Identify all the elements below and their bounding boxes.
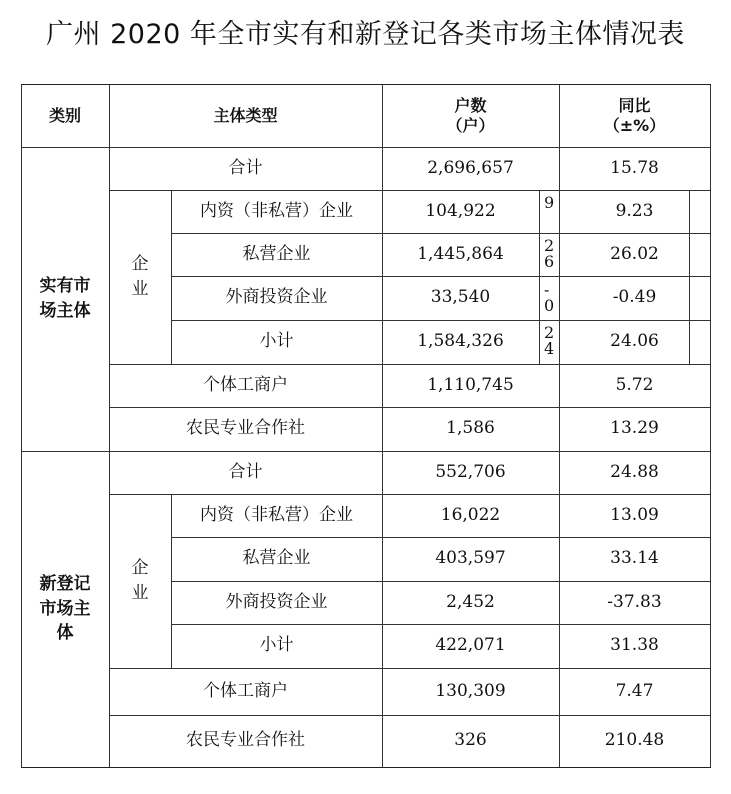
category-line: 新登记 [39, 574, 91, 595]
count-cell: 1,445,864 [417, 243, 504, 264]
category-line: 市场主 [39, 598, 91, 619]
type-cell: 内资（非私营）企业 [200, 200, 353, 221]
type-cell: 内资（非私营）企业 [200, 504, 353, 525]
type-cell: 农民专业合作社 [186, 730, 305, 751]
enterprise-char: 业 [131, 583, 149, 603]
type-cell: 私营企业 [242, 243, 311, 264]
category-existing [21, 147, 109, 451]
type-cell: 私营企业 [242, 548, 311, 569]
col-divider [710, 85, 711, 767]
count-cell: 422,071 [435, 635, 506, 656]
count-cell: 403,597 [435, 548, 506, 569]
header-category: 类别 [48, 106, 81, 125]
yoy-cell: 33.14 [610, 548, 659, 569]
market-entity-table [21, 84, 711, 768]
category-line: 实有市 [39, 276, 91, 297]
count-cell: 2,696,657 [427, 157, 514, 178]
count-cell: 104,922 [425, 200, 496, 221]
type-cell: 小计 [259, 635, 294, 656]
page-title: 广州 2020 年全市实有和新登记各类市场主体情况表 [46, 19, 685, 50]
header-yoy-unit: （±%） [603, 116, 666, 135]
count-cell: 1,584,326 [417, 331, 504, 352]
header-type: 主体类型 [213, 106, 278, 125]
type-cell: 合计 [228, 461, 263, 482]
header-count-label: 户数 [454, 96, 487, 115]
yoy-cell: 210.48 [604, 730, 665, 751]
yoy-cell: 9.23 [615, 200, 654, 221]
yoy-cell: 24.06 [610, 331, 659, 352]
yoy-cell: 13.09 [610, 504, 659, 525]
type-cell: 农民专业合作社 [186, 418, 305, 439]
overflow-digit: 2 6 [544, 238, 555, 271]
overflow-digit: 2 4 [544, 325, 555, 358]
overflow-digit: - 0 [544, 282, 555, 315]
header-count [382, 85, 559, 147]
header-count-unit: （户） [446, 116, 495, 135]
type-cell: 个体工商户 [203, 374, 288, 395]
yoy-cell: 5.72 [615, 374, 654, 395]
yoy-cell: 15.78 [610, 157, 659, 178]
enterprise-char: 业 [131, 279, 149, 299]
category-line: 体 [56, 623, 74, 644]
yoy-cell: -0.49 [612, 287, 657, 308]
yoy-cell: 7.47 [615, 680, 654, 701]
yoy-cell: 24.88 [610, 461, 659, 482]
yoy-cell: -37.83 [607, 591, 662, 612]
enterprise-char: 企 [131, 253, 149, 274]
count-cell: 16,022 [440, 504, 501, 525]
type-cell: 外商投资企业 [225, 591, 328, 612]
count-cell: 552,706 [435, 461, 506, 482]
type-cell: 合计 [228, 157, 263, 178]
count-cell: 1,110,745 [427, 374, 514, 395]
count-cell: 33,540 [430, 287, 491, 308]
count-cell: 2,452 [446, 591, 495, 612]
enterprise-char: 企 [131, 557, 149, 578]
enterprise-label [109, 190, 171, 364]
type-cell: 个体工商户 [203, 680, 288, 701]
category-line: 场主体 [39, 301, 91, 321]
yoy-cell: 31.38 [610, 635, 659, 656]
enterprise-label [109, 494, 171, 668]
overflow-digit: 9 [544, 195, 555, 212]
type-cell: 小计 [259, 331, 294, 352]
header-yoy [559, 85, 710, 147]
count-cell: 1,586 [446, 418, 495, 439]
category-new [21, 451, 109, 767]
count-cell: 130,309 [435, 680, 506, 701]
count-cell: 326 [454, 730, 487, 751]
type-cell: 外商投资企业 [225, 287, 328, 308]
misaligned-col-divider [539, 190, 540, 364]
yoy-cell: 13.29 [610, 418, 659, 439]
yoy-cell: 26.02 [610, 243, 659, 264]
header-yoy-label: 同比 [618, 96, 651, 115]
